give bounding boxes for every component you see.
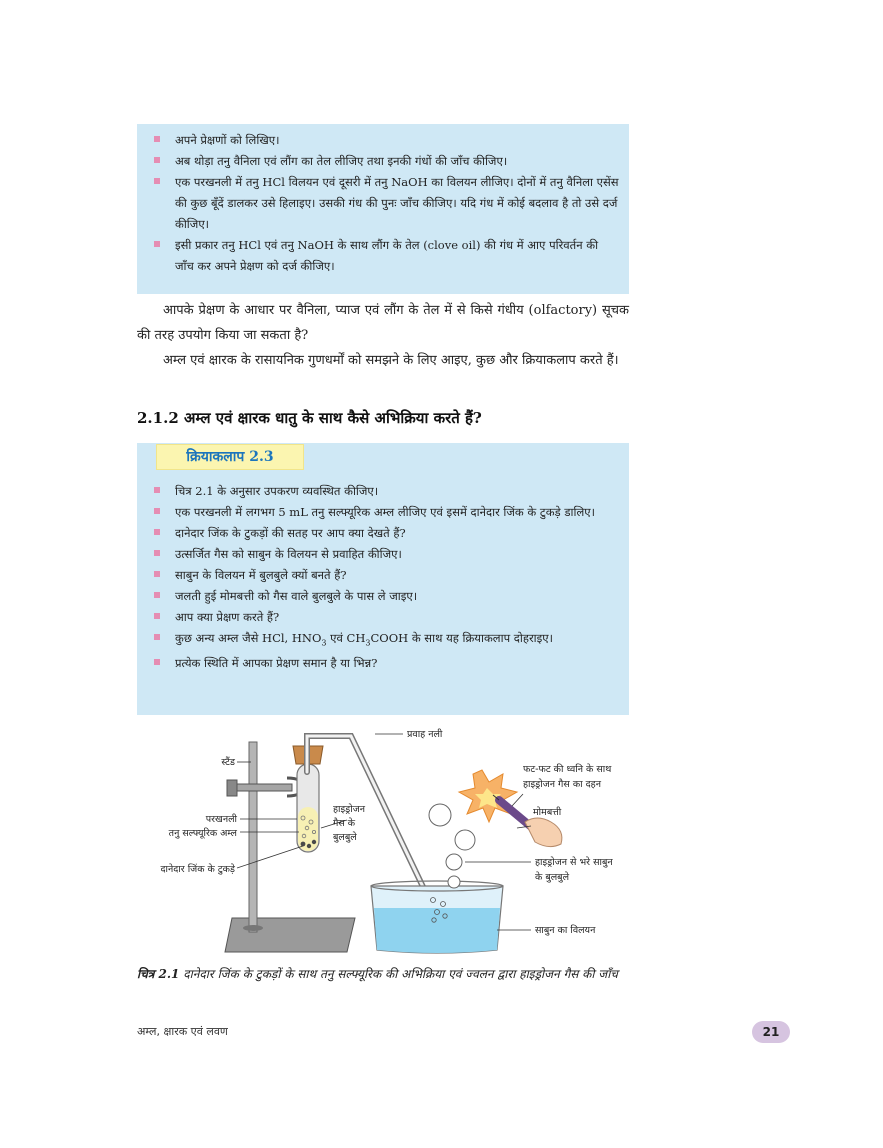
text-part: कुछ अन्य अम्ल जैसे HCl, HNO bbox=[175, 631, 322, 645]
list-item bbox=[137, 130, 629, 151]
list-item-text: इसी प्रकार तनु HCl एवं तनु NaOH के साथ लौंग के तेल (clove oil) की गंध में आए परिवर्तन की जाँच कर अपने प्रेक्षण को दर्ज कीजिए। bbox=[175, 238, 599, 273]
figure-caption bbox=[137, 963, 631, 985]
paragraph-olfactory bbox=[137, 298, 629, 348]
list-item bbox=[137, 235, 629, 277]
text-part: COOH के साथ यह क्रियाकलाप दोहराइए। bbox=[370, 631, 553, 645]
stand-rod bbox=[249, 742, 257, 932]
list-item-text: चित्र 2.1 के अनुसार उपकरण व्यवस्थित कीजिए। bbox=[175, 484, 379, 498]
clamp-arm bbox=[232, 784, 292, 791]
footer-chapter-title: अम्ल, क्षारक एवं लवण bbox=[137, 1025, 228, 1038]
list-item bbox=[137, 172, 629, 235]
list-item bbox=[137, 607, 629, 628]
list-item-text: प्रत्येक स्थिति में आपका प्रेक्षण समान है या भिन्न? bbox=[175, 656, 378, 671]
activity-title: क्रियाकलाप 2.3 bbox=[156, 444, 304, 470]
label-h2-bubbles-1: हाइड्रोजन bbox=[333, 804, 366, 815]
label-soap-bubbles-2: के बुलबुले bbox=[535, 872, 570, 883]
clamp-screw bbox=[227, 780, 237, 796]
bullet-icon bbox=[154, 634, 160, 640]
list-item-text: जलती हुई मोमबत्ती को गैस वाले बुलबुले के पास ले जाइए। bbox=[175, 589, 418, 603]
hand-icon bbox=[525, 818, 562, 847]
list-item-text: एक परखनली में तनु HCl विलयन एवं दूसरी में तनु NaOH का विलयन लीजिए। दोनों में तनु वैनिला एसेंस की कुछ बूँदें डालकर उसे हिलाइए। उसकी गंध की पुनः जाँच कीजिए। यदि गंध में कोई बदलाव है तो उसे दर्ज कीजिए। bbox=[175, 175, 619, 231]
label-dilute-acid: तनु सल्फ्यूरिक अम्ल bbox=[168, 828, 237, 839]
activity-list bbox=[137, 443, 629, 674]
label-delivery-tube: प्रवाह नली bbox=[407, 729, 443, 740]
hydrogen-test-diagram bbox=[137, 722, 637, 962]
list-item-text: आप क्या प्रेक्षण करते हैं? bbox=[175, 610, 280, 624]
list-item bbox=[137, 523, 629, 544]
bullet-icon bbox=[154, 659, 160, 665]
label-h2-bubbles-2: गैस के bbox=[333, 818, 356, 829]
subscript: 3 bbox=[321, 638, 327, 648]
label-zinc: दानेदार जिंक के टुकड़े bbox=[160, 864, 235, 875]
text-part: एवं CH bbox=[326, 631, 366, 645]
bullet-icon bbox=[154, 550, 160, 556]
list-item-text: दानेदार जिंक के टुकड़ों की सतह पर आप क्या देखते हैं? bbox=[175, 526, 406, 540]
subscript: 3 bbox=[365, 638, 371, 648]
list-item bbox=[137, 544, 629, 565]
list-item-text bbox=[175, 631, 553, 648]
label-soap-bubbles-1: हाइड्रोजन से भरे साबुन bbox=[535, 857, 613, 868]
list-item bbox=[137, 151, 629, 172]
bullet-icon bbox=[154, 508, 160, 514]
bullet-icon bbox=[154, 592, 160, 598]
label-candle: मोमबत्ती bbox=[533, 807, 562, 818]
label-pop-2: हाइड्रोजन गैस का दहन bbox=[523, 779, 601, 790]
paragraph-text: अम्ल एवं क्षारक के रासायनिक गुणधर्मों को समझने के लिए आइए, कुछ और क्रियाकलाप करते हैं। bbox=[163, 353, 619, 368]
paragraph-intro bbox=[137, 348, 629, 373]
caption-text: दानेदार जिंक के टुकड़ों के साथ तनु सल्फ्यूरिक की अभिक्रिया एवं ज्वलन द्वारा हाइड्रोजन गैस की जाँच bbox=[179, 967, 618, 981]
rod-foot bbox=[243, 925, 263, 931]
soap-bubbles bbox=[429, 804, 475, 888]
bullet-icon bbox=[154, 241, 160, 247]
label-h2-bubbles-3: बुलबुले bbox=[333, 832, 357, 843]
stand-base bbox=[225, 918, 355, 952]
list-item bbox=[137, 502, 629, 523]
bullet-icon bbox=[154, 136, 160, 142]
bullet-icon bbox=[154, 487, 160, 493]
list-item-text: एक परखनली में लगभग 5 mL तनु सल्फ्यूरिक अम्ल लीजिए एवं इसमें दानेदार जिंक के टुकड़े डालिए। bbox=[175, 505, 595, 519]
paragraph-text: आपके प्रेक्षण के आधार पर वैनिला, प्याज एवं लौंग के तेल में से किसे गंधीय (olfactory) सूचक की तरह उपयोग किया जा सकता है? bbox=[137, 303, 629, 343]
list-item-text: साबुन के विलयन में बुलबुले क्यों बनते हैं? bbox=[175, 568, 347, 582]
label-pop-1: फट-फट की ध्वनि के साथ bbox=[523, 764, 612, 775]
bullet-list bbox=[137, 124, 629, 277]
list-item-text: उत्सर्जित गैस को साबुन के विलयन से प्रवाहित कीजिए। bbox=[175, 547, 402, 561]
section-heading: 2.1.2 अम्ल एवं क्षारक धातु के साथ कैसे अभिक्रिया करते हैं? bbox=[137, 409, 482, 427]
list-item-text: अब थोड़ा तनु वैनिला एवं लौंग का तेल लीजिए तथा इनकी गंधों की जाँच कीजिए। bbox=[175, 154, 508, 168]
bullet-icon bbox=[154, 571, 160, 577]
list-item bbox=[137, 481, 629, 502]
bullet-icon bbox=[154, 529, 160, 535]
caption-label: चित्र 2.1 bbox=[137, 967, 180, 981]
activity-box bbox=[137, 443, 629, 715]
list-item bbox=[137, 628, 629, 653]
activity-box-continued bbox=[137, 124, 629, 294]
label-stand: स्टैंड bbox=[221, 757, 235, 768]
page-number: 21 bbox=[752, 1021, 790, 1043]
label-soap-solution: साबुन का विलयन bbox=[535, 925, 596, 936]
label-test-tube: परखनली bbox=[205, 814, 237, 825]
bullet-icon bbox=[154, 157, 160, 163]
list-item-text: अपने प्रेक्षणों को लिखिए। bbox=[175, 133, 280, 147]
bullet-icon bbox=[154, 178, 160, 184]
bullet-icon bbox=[154, 613, 160, 619]
list-item bbox=[137, 565, 629, 586]
list-item bbox=[137, 653, 629, 674]
list-item bbox=[137, 586, 629, 607]
